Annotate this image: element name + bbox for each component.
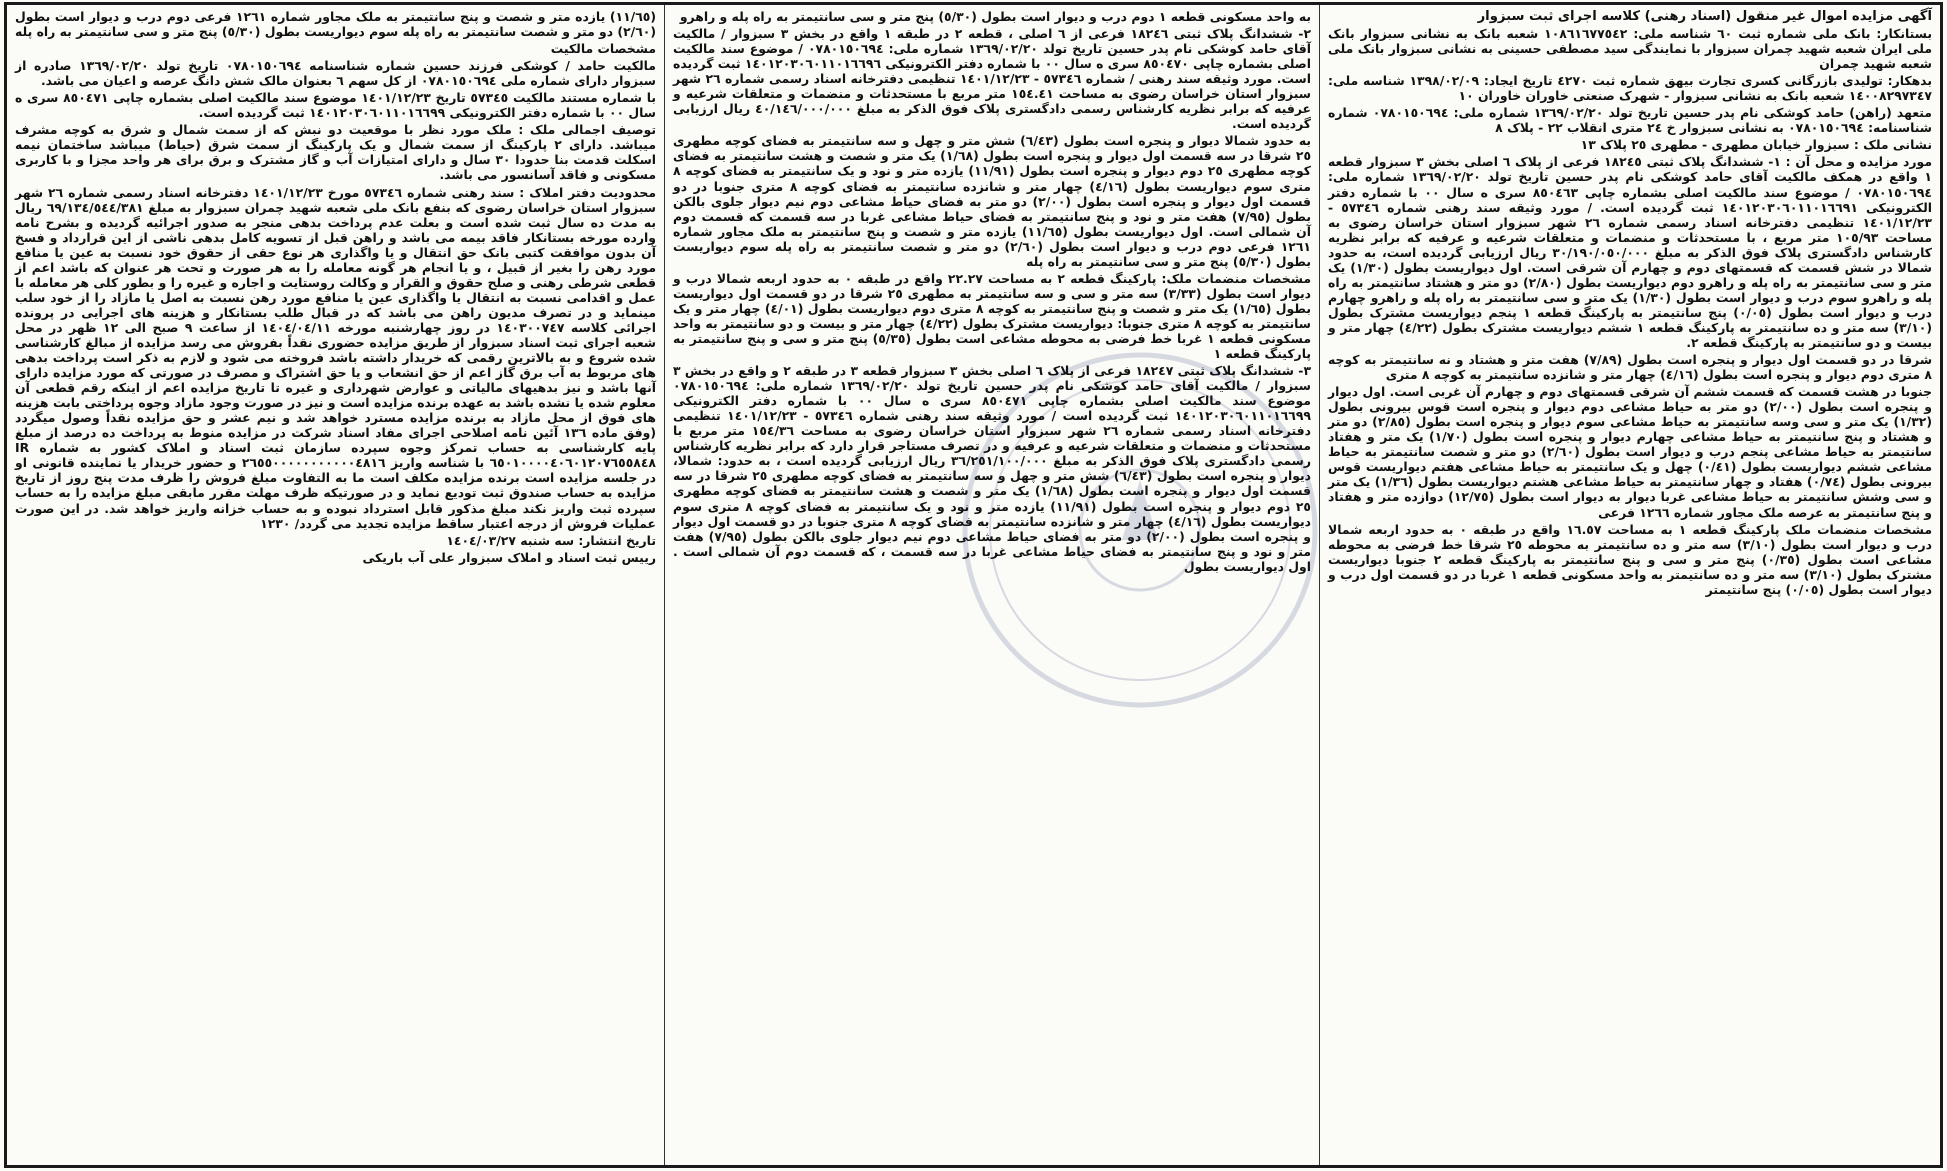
property-description: توصیف اجمالی ملک : ملک مورد نظر با موقعیت دو نبش که از سمت شمال و شرق به کوچه مشرف میباشد. دارای ٢ پارکینگ از سمت شمال و یک پارکینگ از سمت شرق (حیاط) میباشد ساختمان نیمه اسکلت قدمت بنا حدودا ٣٠ سال و دارای امتیازات آب و گاز مشترک و برق برای هر واحد مجزا و با کاربری مسکونی و فاقد آسانسور می باشد.	[15, 122, 656, 183]
item-2-bounds: به حدود شمالا دیوار و پنجره است بطول (٦/٤٣) شش متر و چهل و سه سانتیمتر به فضای کوچه مطهری ٢٥ شرقا در سه قسمت اول دیوار و پنجره است بطول (١/٦٨) یک متر و شصت و هشت سانتیمتر به فضای کوچه مطهری ٢٥ دوم دیوار و پنجره است بطول (١١/٩١) یازده متر و نود و یک سانتیمتر به فضای کوچه ٨ متری سوم دیواریست بطول (٤/١٦) چهار متر و شانزده سانتیمتر به فضای کوچه ٨ متری جنوبا در دو قسمت اول دیوار و پنجره است بطول (٢/٠٠) دو متر به فضای حیاط مشاعی دوم نیم دیوار جلوی بالکن بطول (٧/٩٥) هفت متر و نود و پنج سانتیمتر به فضای حیاط مشاعی غربا در سه قسمت که قسمت دوم آن شمالی است. اول دیواریست بطول (١١/٦٥) یازده متر و شصت و پنج سانتیمتر به ملک مجاور شماره ١٢٦١ فرعی دوم درب و دیوار است بطول (٢/٦٠) دو متر و شصت سانتیمتر به راه پله سوم دیواریست بطول (٥/٣٠) پنج متر و سی سانتیمتر به راه پله	[673, 133, 1312, 269]
debtor-paragraph: بدهکار: تولیدی بازرگانی کسری تجارت بیهق شماره ثبت ٤٢٧٠ تاریخ ایجاد: ١٣٩٨/٠٢/٠٩ شناسه ملی: ١٤٠٠٨٢٩٧٣٤٧ شعبه بانک به نشانی سبزوار - شهرک صنعتی خاوران خاوران ١٠	[1328, 73, 1932, 104]
publication-date: تاریخ انتشار: سه شنبه ١٤٠٤/٠٣/٢٧	[446, 532, 656, 548]
column-left	[7, 5, 664, 1165]
item-1-east-bounds: شرقا در دو قسمت اول دیوار و پنجره است بطول (٧/٨٩) هفت متر و هشتاد و نه سانتیمتر به کوچه ٨ متری دوم دیوار و پنجره است بطول (٤/١٦) چهار متر و شانزده سانتیمتر به کوچه ٨ متری	[1328, 352, 1933, 383]
mortgagor-paragraph: متعهد (راهن) حامد کوشکی نام پدر حسین تاریخ تولد ١٣٦٩/٠٢/٢٠ شماره ملی: ٠٧٨٠١٥٠٦٩٤ شماره شناسنامه: ٠٧٨٠١٥٠٦٩٤ به نشانی سبزوار خ ٢٤ متری انقلاب ٢٢ - پلاک ٨	[1328, 105, 1932, 136]
item-1-parking: مشخصات منضمات ملک پارکینگ قطعه ١ به مساحت ١٦.٥٧ واقع در طبقه ٠ به حدود اربعه شمالا درب و دیوار است بطول (٣/١٠) سه متر و ده سانتیمتر به محوطه ٢٥ شرقا خط فرضی به محوطه مشاعی است بطول (٠/٣٥) پنج متر و سی و پنج سانتیمتر به پارکینگ قطعه ٢ جنوبا دیواریست مشترک بطول (٣/١٠) سه متر و ده سانتیمتر به واحد مسکونی قطعه ١ غربا در دو قسمت اول درب و دیوار است بطول (٠/٠٥) پنج سانتیمتر	[1328, 521, 1933, 597]
item-1-south-bounds: جنوبا در هشت قسمت که قسمت ششم آن شرقی قسمتهای دوم و چهارم آن غربی است. اول دیوار و پنجره است بطول (٢/٠٠) دو متر به حیاط مشاعی دوم دیوار و پنجره است قوس بیرونی بطول (١/٣٢) یک متر و سی وسه سانتیمتر به حیاط مشاعی سوم دیوار و پنجره است بطول (٢/٨٥) دو متر و هشتاد و پنج سانتیمتر به حیاط مشاعی چهارم دیوار و پنجره است بطول (١/٧٠) یک متر و هفتاد سانتیمتر به حیاط مشاعی پنجم درب و دیوار است بطول (٢/٦٠) دو متر و شصت سانتیمتر به حیاط مشاعی ششم دیواریست بطول (٠/٤١) چهل و یک سانتیمتر به حیاط مشاعی هفتم دیواریست قوس بیرونی بطول (٠/٧٤) هفتاد و چهار سانتیمتر به حیاط مشاعی هشتم دیواریست بطول (١/٣٦) یک متر و سی وشش سانتیمتر به حیاط مشاعی غربا دیوار به دیوار است بطول (١٢/٧٥) دوازده متر و هفتاد و پنج سانتیمتر به عرصه ملک مجاور شماره ١٢٦٦ فرعی	[1328, 384, 1933, 520]
ownership-paragraph: مالکیت حامد / کوشکی فرزند حسین شماره شناسنامه ٠٧٨٠١٥٠٦٩٤ تاریخ تولد ١٣٦٩/٠٢/٢٠ صادره از سبزوار دارای شماره ملی ٠٧٨٠١٥٠٦٩٤ از کل سهم ٦ بعنوان مالک شش دانگ عرصه و اعیان می باشد.	[15, 58, 656, 89]
property-address: نشانی ملک : سبزوار خیابان مطهری - مطهری ٢٥ پلاک ١٣	[1580, 137, 1932, 153]
item-1-parking-continued: به واحد مسکونی قطعه ١ دوم درب و دیوار است بطول (٥/٣٠) پنج متر و سی سانتیمتر به راه پله و راهرو	[679, 9, 1311, 24]
creditor-paragraph: بستانکار: بانک ملی شماره ثبت ٦٠ شناسه ملی: ١٠٨٦١٦٧٧٥٤٢ شعبه بانک به نشانی سبزوار بانک ملی ایران شعبه شهید چمران سبزوار با نمایندگی سید مصطفی حسینی به نشانی سبزوار بانک ملی شعبه شهید چمران	[1328, 26, 1932, 72]
item-2-parking: مشخصات منضمات ملک: پارکینگ قطعه ٢ به مساحت ٢٢.٢٧ واقع در طبقه ٠ به حدود اربعه شمالا درب و دیوار است بطول (٣/٣٣) سه متر و سی و سه سانتیمتر به مطهری ٢٥ شرقا در دو قسمت اول دیواریست بطول (١/٦٥) یک متر و شصت و پنج سانتیمتر به کوچه ٨ متری دوم دیواریست بطول (٤/٠١) چهار متر و یک سانتیمتر به کوچه ٨ متری جنوبا: دیواریست مشترک بطول (٤/٢٢) چهار متر و بیست و دو سانتیمتر به واحد مسکونی قطعه ١ غربا خط فرضی به محوطه مشاعی است بطول (٥/٣٥) پنج متر و سی و پنج سانتیمتر به پارکینگ قطعه ١	[673, 270, 1311, 362]
auction-notice	[4, 2, 1943, 1168]
item-2-paragraph: ٢- ششدانگ پلاک ثبتی ١٨٢٤٦ فرعی از ٦ اصلی ، قطعه ٢ در طبقه ١ واقع در بخش ٣ سبزوار / مالکیت آقای حامد کوشکی نام پدر حسین تاریخ تولد ١٣٦٩/٠٢/٢٠ شماره ملی: ٠٧٨٠١٥٠٦٩٤ / موضوع سند مالکیت اصلی بشماره چاپی ٨٥٠٤٧٠ سری ه سال ٠٠ با شماره دفتر الکترونیکی ١٤٠١٢٠٣٠٦٠١١٠١٦٦٩٦ ثبت گردیده است. مورد وثیقه سند رهنی / شماره ٥٧٣٤٦ - ١٤٠١/١٢/٢٣ تنظیمی دفترخانه اسناد رسمی شماره ٢٦ شهر سبزوار استان خراسان رضوی به مساحت ١٥٤.٤١ متر مربع با مستحدثات و منضمات و متعلقات شرعیه و عرفیه که برابر نظریه کارشناس رسمی دادگستری پلاک فوق الذکر به مبلغ ٤٠/١٤٦/٠٠٠/٠٠٠ ریال ارزیابی گردیده است.	[673, 26, 1312, 132]
deed-paragraph: با شماره مستند مالکیت ٥٧٣٤٥ تاریخ ١٤٠١/١٢/٢٣ موضوع سند مالکیت اصلی بشماره چاپی ٨٥٠٤٧١ سری ه سال ٠٠ با شماره دفتر الکترونیکی ١٤٠١٢٠٣٠٦٠١١٠١٦٦٩٩ ثبت گردیده است.	[15, 90, 656, 121]
item-1-paragraph: مورد مزایده و محل آن : ١- ششدانگ پلاک ثبتی ١٨٢٤٥ فرعی از پلاک ٦ اصلی بخش ٣ سبزوار قطعه ١ واقع در همکف مالکیت آقای حامد کوشکی نام پدر حسین تاریخ تولد ١٣٦٩/٠٢/٢٠ شماره ملی: ٠٧٨٠١٥٠٦٩٤ / موضوع سند مالکیت اصلی بشماره چاپی ٨٥٠٤٦٣ سری ه سال ٠٠ با شماره دفتر الکترونیکی ١٤٠١٢٠٣٠٦٠١١٠١٦٦٩١ ثبت گردیده است. / مورد وثیقه سند رهنی شماره ٥٧٣٤٦ - ١٤٠١/١٢/٢٣ تنظیمی دفترخانه اسناد رسمی شماره ٢٦ شهر سبزوار استان خراسان رضوی به مساحت ١٠٥/٩٣ متر مربع ، با مستحدثات و منضمات و متعلقات شرعیه و عرفیه که برابر نظریه کارشناس دادگستری پلاک فوق الذکر به مبلغ ٣٠/١٩٠/٠٥٠/٠٠٠ ریال ارزیابی گردیده است، به حدود شمالا در شش قسمت که قسمتهای دوم و چهارم آن شرقی است. اول دیواریست بطول (١/٣٠) یک متر و سی سانتیمتر به راه پله و راهرو دوم دیواریست بطول (٢/٨٠) دو متر و هشتاد سانتیمتر به راه پله و راهرو سوم درب و دیوار است بطول (١/٣٠) یک متر و سی سانتیمتر به راه پله و راهرو چهارم درب و دیوار است بطول (٠/٠٥) پنج سانتیمتر به پارکینگ قطعه ١ پنجم دیواریست مشترک بطول (٣/١٠) سه متر و ده سانتیمتر به پارکینگ قطعه ١ ششم دیواریست مشترک بطول (٤/٢٢) چهار متر و بیست و دو سانتیمتر به پارکینگ قطعه ٢.	[1328, 154, 1933, 350]
restrictions-paragraph: محدودیت دفتر املاک : سند رهنی شماره ٥٧٣٤٦ مورخ ١٤٠١/١٢/٢٣ دفترخانه اسناد رسمی شماره ٢٦ شهر سبزوار استان خراسان رضوی که بنفع بانک ملی شعبه شهید چمران سبزوار به مبلغ ٦٩/١٣٤/٥٤٤/٣٨١ ریال به مدت ده سال ثبت شده است و بعلت عدم پرداخت بدهی منجر به صدور اجرائیه گردیده و بشرح نامه وارده مورخه بستانکار فاقد بیمه می باشد و راهن قبل از تسویه کامل بدهی ناشی از این قرارداد و فسخ آن بدون موافقت کتبی بانک حق انتقال و یا واگذاری هر نوع حقی از حقوق خود نسبت به عین یا منافع مورد رهن را بغیر از قبیل ، و یا انجام هر گونه معامله را به هر صورت و تحت هر عنوان که باشد اعم از قطعی شرطی رهنی و صلح حقوق و القرار و وکالت روستایت و اجاره و غیره را و بطور کلی هر معامله با عمل و اقدامی نسبت به انتقال یا واگذاری عین یا منافع مورد رهن نسبت به اصل یا مازاد را از خود سلب مینماید و در تصرف مدیون راهن می باشد که در قبال طلب بستانکار و هزینه های اجرایی در پرونده اجرائی کلاسه ١٤٠٣٠٠٧٤٧ در روز چهارشنبه مورخه ١٤٠٤/٠٤/١١ از ساعت ٩ صبح الی ١٢ ظهر در محل شعبه اجرای ثبت اسناد سبزوار از طریق مزایده حضوری نقداً بفروش می رسد مزایده از مبالغ کارشناسی شده شروع و به بالاترین رقمی که خریدار داشته باشد فروخته می شود و لازم به ذکر است پرداخت بدهی های مربوط به آب برق گاز اعم از حق انشعاب و یا حق اشتراک و مصرف در صورتی که مورد مزایده دارای آنها باشد و نیز بدهیهای مالیاتی و عوارض شهرداری و غیره تا تاریخ مزایده اعم از اینکه رقم قطعی آن معلوم شده یا نشده باشد به عهده برنده مزایده است و نیز در صورت وجود مازاد وجوه پرداختی بابت هزینه های فوق از محل مازاد به برنده مزایده مسترد خواهد شد و نیم عشر و حق مزایده نقداً وصول میگردد (وفق ماده ١٣٦ آئین نامه اصلاحی اجرای مفاد اسناد شرکت در مزایده منوط به پرداخت ده درصد از مبلغ پایه کارشناسی به حساب تمرکز وجوه سپرده سازمان ثبت اسناد و املاک کشور به شماره IR ٦٥٠١٠٠٠٠٤٠٦٠١٢٠٧٦٥٥٨٤٨ با شناسه واریز ٢٦٥٥٠٠٠٠٠٠٠٠٠٠٠٤٨١٦ و حضور خریدار یا نماینده قانونی او در جلسه مزایده است برنده مزایده مکلف است ما به التفاوت مبلغ فروش را ظرف مدت پنج روز از تاریخ مزایده به حساب صندوق ثبت تودیع نماید و در صورتیکه ظرف مهلت مقرر مابقی مبلغ مزایده را به حساب سپرده ثبت واریز نکند مبلغ مذکور قابل استرداد نبوده و به حساب خزانه واریز خواهد شد. در این صورت عملیات فروش از درجه اعتبار ساقط مزایده تجدید می گردد/ ١٢٣٠	[15, 184, 657, 531]
column-right	[1320, 5, 1940, 1165]
ownership-heading: مشخصات مالکیت	[550, 41, 656, 57]
column-middle	[664, 5, 1320, 1165]
notice-title: آگهی مزایده اموال غیر منقول (اسناد رهنی) کلاسه اجرای ثبت سبزوار	[1477, 9, 1932, 24]
item-3-paragraph: ٣- ششدانگ پلاک ثبتی ١٨٢٤٧ فرعی از پلاک ٦ اصلی بخش ٣ سبزوار قطعه ٣ در طبقه ٢ و واقع در بخش ٣ سبزوار / مالکیت آقای حامد کوشکی نام پدر حسین تاریخ تولد ١٣٦٩/٠٢/٢٠ شماره ملی: ٠٧٨٠١٥٠٦٩٤ موضوع سند مالکیت اصلی بشماره چاپی ٨٥٠٤٧١ سری ه سال ٠٠ با شماره دفتر الکترونیکی ١٤٠١٢٠٣٠٦٠١١٠١٦٦٩٩ ثبت گردیده است / مورد وثیقه سند رهنی شماره ٥٧٣٤٦ - ١٤٠١/١٢/٢٣ تنظیمی دفترخانه اسناد رسمی شماره ٢٦ شهر سبزوار استان خراسان رضوی به مساحت ١٥٤/٣٦ متر مربع با مستحدثات و منضمات و متعلقات شرعیه و عرفیه و در تصرف مستاجر قرار دارد که برابر نظریه کارشناس رسمی دادگستری پلاک فوق الذکر به مبلغ ٣٦/٢٥١/١٠٠/٠٠٠ ریال ارزیابی گردیده است ، به حدود: شمالا، دیوار و پنجره است بطول (٦/٤٣) شش متر و چهل و سه سانتیمتر به فضای کوچه مطهری ٢٥ شرقا در سه قسمت اول دیوار و پنجره است بطول (١/٦٨) یک متر و شصت و هشت سانتیمتر به فضای کوچه مطهری ٢٥ دوم دیوار و پنجره است بطول (١١/٩١) یازده متر و نود و یک سانتیمتر به فضای کوچه ٨ متری سوم دیواریست بطول (٤/١٦) چهار متر و شانزده سانتیمتر به فضای کوچه ٨ متری جنوبا در دو قسمت اول دیوار و پنجره است بطول (٢/٠٠) دو متر به فضای حیاط مشاعی دوم نیم دیوار جلوی بالکن بطول (٧/٩٥) هفت متر و نود و پنج سانتیمتر به فضای حیاط مشاعی غربا در سه قسمت ، که قسمت دوم آن شمالی است . اول دیواریست بطول	[673, 363, 1312, 574]
item-3-bounds-continued: (١١/٦٥) یازده متر و شصت و پنج سانتیمتر به ملک مجاور شماره ١٢٦١ فرعی دوم درب و دیوار است بطول (٢/٦٠) دو متر و شصت سانتیمتر به راه پله سوم دیواریست بطول (٥/٣٠) پنج متر و سی سانتیمتر به راه پله	[15, 9, 656, 40]
signature-line: رییس ثبت اسناد و املاک سبزوار علی آب باریکی	[362, 549, 656, 565]
